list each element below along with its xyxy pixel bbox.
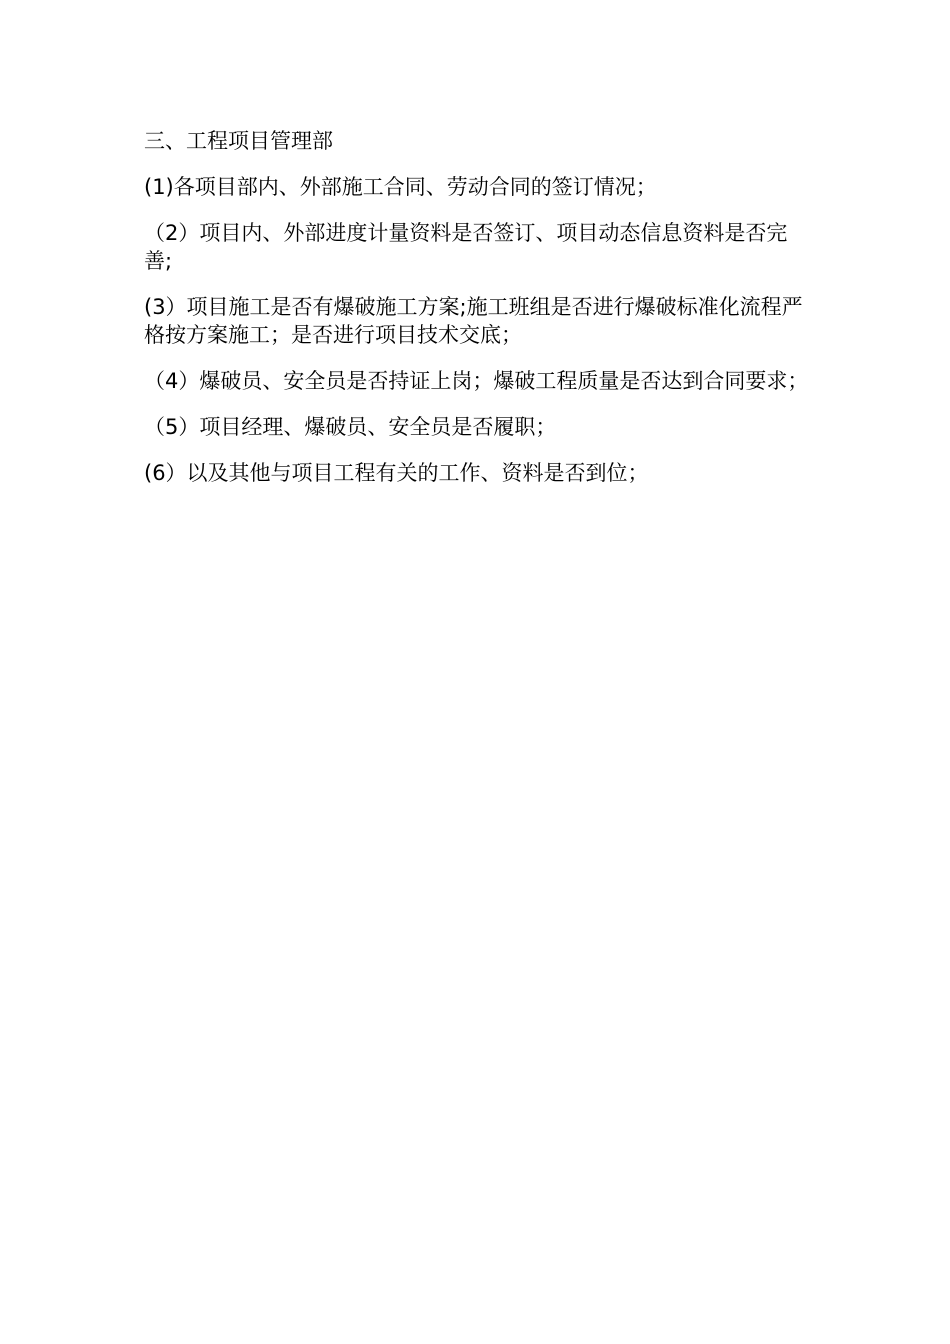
- list-item-5: （5）项目经理、爆破员、安全员是否履职；: [144, 415, 557, 439]
- list-item-2: （2）项目内、外部进度计量资料是否签订、项目动态信息资料是否完善;: [144, 221, 788, 273]
- list-item-1: (1)各项目部内、外部施工合同、劳动合同的签订情况；: [144, 175, 657, 199]
- section-heading: 三、工程项目管理部: [144, 129, 333, 153]
- list-item-6: (6）以及其他与项目工程有关的工作、资料是否到位；: [144, 461, 649, 485]
- list-item-4: （4）爆破员、安全员是否持证上岗；爆破工程质量是否达到合同要求；: [144, 369, 809, 393]
- document-body: [144, 127, 814, 505]
- list-item-3: (3）项目施工是否有爆破施工方案;施工班组是否进行爆破标准化流程严格按方案施工；是否进行项目技术交底；: [144, 295, 803, 347]
